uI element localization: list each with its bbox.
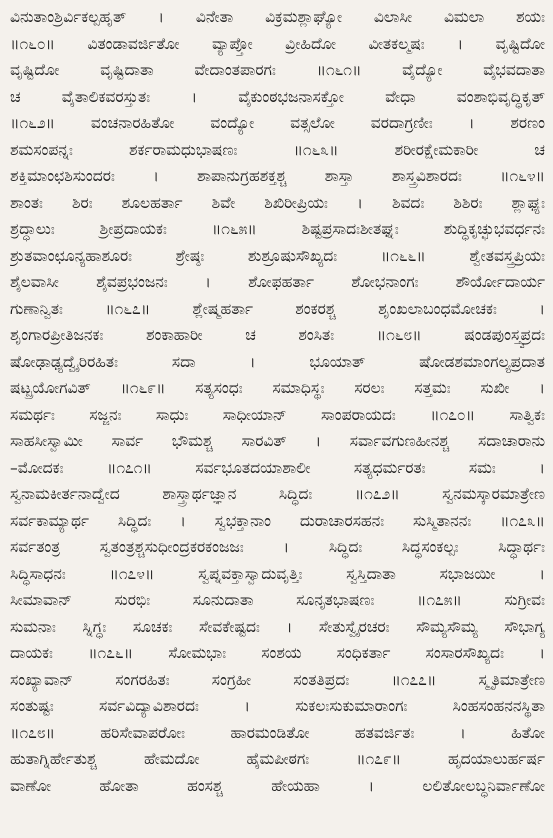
text-line-12: ಗುಣಾನ್ವಿತಃ ॥೧೬೭॥ ಶ್ಲೇಷ್ಮಹರ್ತಾ ಶಂಕರಶ್ಚ ಶೃಂಖಲಾಬಂಧಮೋಚಕಃ ।	[10, 299, 545, 318]
text-line-13: ಶೃಂಗಾರಪ್ರೀತಿಜನಕಃ ಶಂಕಾಹಾರೀ ಚ ಶಂಸಿತಃ ॥೧೬೮॥ ಷಂಡಪುಂಸ್ತ್ವಪ್ರದಃ	[10, 326, 545, 344]
text-line-23: ಸೀಮಾವಾನ್ ಸುರಭಿಃ ಸೂನುದಾತಾ ಸೂನೃತಭಾಷಣಃ ॥೧೭೫॥ ಸುಗ್ರೀವಃ	[10, 591, 545, 609]
text-line-28: ॥೧೭೮॥ ಹರಿಸೇವಾಪರೋಃ ಹಾರಮಂಡಿತೋ ಹತವರ್ಜಿತಃ । ಹಿತೋ	[10, 723, 545, 742]
text-line-29: ಹುತಾಗ್ನಿರ್ಹೇತುಶ್ಚ ಹೇಮದೋ ಹೈಮಪೀಠಗಃ ॥೧೭೯॥ ಹೃದಯಾಲುರ್ಹರ್ಷ	[10, 750, 545, 768]
text-line-19: ಸ್ವನಾಮಕೀರ್ತನಾದ್ವೇದ ಶಾಸ್ತ್ರಾರ್ಥಜ್ಞಾನ ಸಿದ್ಧಿದಃ ॥೧೭೨॥ ಸ್ವನಮಸ್ಕಾರಮಾತ್ರೇಣ	[10, 485, 545, 503]
text-line-1: ವಿನುತಾಂಶ್ರಿರ್ವಿಕಲ್ಪಹೃತ್ । ವಿನೇತಾ ವಿಕ್ರಮಶ್ಲಾಘ್ಯೋ ವಿಲಾಸೀ ವಿಮಲಾ ಶಯಃ	[10, 8, 545, 26]
text-line-5: ॥೧೬೨॥ ವಂಚನಾರಹಿತೋ ವಂದ್ಯೋ ವತ್ಸಲೋ ವರದಾಗ್ರಣೀಃ । ಶರಣಂ	[10, 114, 545, 132]
text-line-14: ಷೋಢಾಢ್ಯದ್ವೈರಿರಹಿತಃ ಸದಾ । ಭೂಯಾತ್ ಷೋಡಶಮಾಂಗಲ್ಯಪ್ರದಾತ	[10, 352, 545, 371]
text-line-11: ಶೈಲವಾಸೀ ಶೈವಪ್ರಭಂಜನಃ । ಶೋಫಹರ್ತಾ ಶೋಭನಾಂಗಃ ಶೌರ್ಯೋದಾರ್ಯ	[10, 273, 545, 291]
text-line-20: ಸರ್ವಕಾಮ್ಯಾರ್ಥ ಸಿದ್ಧಿದಃ । ಸ್ವಭಕ್ತಾನಾಂ ದುರಾಚಾರಸಹನಃ ಸುಸ್ಮಿತಾನನಃ ॥೧೭೩॥	[10, 511, 545, 530]
text-line-9: ಶ್ರದ್ಧಾಲುಃ ಶ್ರೀಪ್ರದಾಯಕಃ ॥೧೬೫॥ ಶಿಷ್ಟಪ್ರಸಾದಃಶೀತಘ್ನಃ ಶುದ್ಧಿಕೃಚ್ಛುಭವರ್ಧನಃ	[10, 220, 545, 238]
text-line-27: ಸಂತುಷ್ಟಃ ಸರ್ವವಿದ್ಯಾವಿಶಾರದಃ । ಸುಕಲಃಸುಕುಮಾರಾಂಗಃ ಸಿಂಹಸಂಹನನಸ್ಥಿತಾ	[10, 697, 545, 715]
text-line-4: ಚ ವೈತಾಲಿಕವರಸ್ತುತಃ । ವೈಕುಂಠಭಜನಾಸಕ್ತೋ ವೇಧಾ ವಂಶಾಭಿವೃದ್ಧಿಕೃತ್	[10, 87, 545, 106]
text-line-10: ಶ್ರುತವಾಂಛೂನ್ಯಹಾಶೂರಃ ಶ್ರೇಷ್ಠಃ ಶುಶ್ರೂಷುಸೌಖ್ಯದಃ ॥೧೬೬॥ ಶ್ವೇತವಸ್ತ್ರಪ್ರಿಯಃ	[10, 246, 545, 265]
text-line-8: ಶಾಂತಃ ಶಿರಃ ಶೂಲಹರ್ತಾ ಶಿವೇ ಶಿಖಿರೀಪ್ರಿಯಃ । ಶಿವದಃ ಶಿಶಿರಃ ಶ್ಲಾಘ್ಯಃ	[10, 193, 545, 212]
text-line-18: –ಮೋದಕಃ ॥೧೭೧॥ ಸರ್ವಭೂತದಯಾಶಾಲೀ ಸತ್ಯಧರ್ಮರತಃ ಸಮಃ ।	[10, 458, 545, 477]
text-line-22: ಸಿದ್ಧಿಸಾಧನಃ ॥೧೭೪॥ ಸ್ವಪ್ನವಕ್ತಾಸ್ವಾದುವೃತ್ತಿಃ ಸ್ವಸ್ತಿದಾತಾ ಸಭಾಜಯೀ ।	[10, 564, 545, 583]
text-line-21: ಸರ್ವತಂತ್ರ ಸ್ವತಂತ್ರಶ್ಚಸುಧೀಂದ್ರಕರಕಂಜಜಃ । ಸಿದ್ಧಿದಃ ಸಿದ್ಧಸಂಕಲ್ಪಃ ಸಿದ್ಧಾರ್ಥಃ	[10, 538, 545, 556]
text-line-3: ವೃಷ್ಟಿದೋ ವೃಷ್ಟಿದಾತಾ ವೇದಾಂತಪಾರಗಃ ॥೧೬೧॥ ವೈದ್ಯೋ ವೈಭವದಾತಾ	[10, 61, 545, 79]
text-line-7: ಶಕ್ತಿಮಾಂಛಶಿಸುಂದರಃ । ಶಾಪಾನುಗ್ರಹಶಕ್ತಶ್ಚ ಶಾಸ್ತಾ ಶಾಸ್ತ್ರವಿಶಾರದಃ ॥೧೬೪॥	[10, 167, 545, 185]
verse-text-block	[10, 4, 545, 826]
text-line-25: ದಾಯಕಃ ॥೧೭೬॥ ಸೋಮಭಾಃ ಸಂಶಯ ಸಂಧಿಕರ್ತಾ ಸಂಸಾರಸೌಖ್ಯದಃ ।	[10, 644, 545, 662]
text-line-17: ಸಾಹಸೀಸ್ವಾಮೀ ಸಾರ್ವ ಭೌಮಶ್ಚ ಸಾರವಿತ್ । ಸರ್ವಾವಗುಣಹೀನಶ್ಚ ಸದಾಚಾರಾನು	[10, 432, 545, 450]
text-line-16: ಸಮರ್ಥಃ ಸಜ್ಜನಃ ಸಾಧುಃ ಸಾಧೀಯಾನ್ ಸಾಂಪರಾಯದಃ ॥೧೭೦॥ ಸಾತ್ವಿಕಃ	[10, 405, 545, 424]
text-line-15: ಷಟ್ಪ್ರಯೋಗವಿತ್ ॥೧೬೯॥ ಸತ್ಯಸಂಧಃ ಸಮಾಧಿಸ್ಥಃ ಸರಲಃ ಸತ್ತಮಃ ಸುಖೀ ।	[10, 379, 545, 397]
text-line-30: ವಾಣೋ ಹೋತಾ ಹಂಸಶ್ಚ ಹೇಯಹಾ । ಲಲಿತೋಲಬ್ಧನಿರ್ವಾಣೋ	[10, 776, 545, 795]
text-line-6: ಶಮಸಂಪನ್ನಃ ಶರ್ಕರಾಮಧುಭಾಷಣಃ ॥೧೬೩॥ ಶರೀರಕ್ಷೇಮಕಾರೀ ಚ	[10, 140, 545, 159]
text-line-26: ಸಂಖ್ಯಾವಾನ್ ಸಂಗರಹಿತಃ ಸಂಗ್ರಹೀ ಸಂತತಿಪ್ರದಃ ॥೧೭೭॥ ಸ್ಮೃತಿಮಾತ್ರೇಣ	[10, 670, 545, 689]
text-line-2: ॥೧೬೦॥ ವಿತಂಡಾವರ್ಜಿತೋ ವ್ಯಾಪ್ತೋ ವ್ರೀಹಿದೋ ವೀತಕಲ್ಮಷಃ । ವೃಷ್ಟಿದೋ	[10, 34, 545, 53]
text-line-24: ಸುಮನಾಃ ಸ್ನಿಗ್ಧಃ ಸೂಚಕಃ ಸೇವಕೇಷ್ಟದಃ । ಸೇತುಸ್ವೈರಚರಃ ಸೌಮ್ಯಸೌಮ್ಯ ಸೌಭಾಗ್ಯ	[10, 617, 545, 636]
text-line-31	[10, 799, 545, 826]
